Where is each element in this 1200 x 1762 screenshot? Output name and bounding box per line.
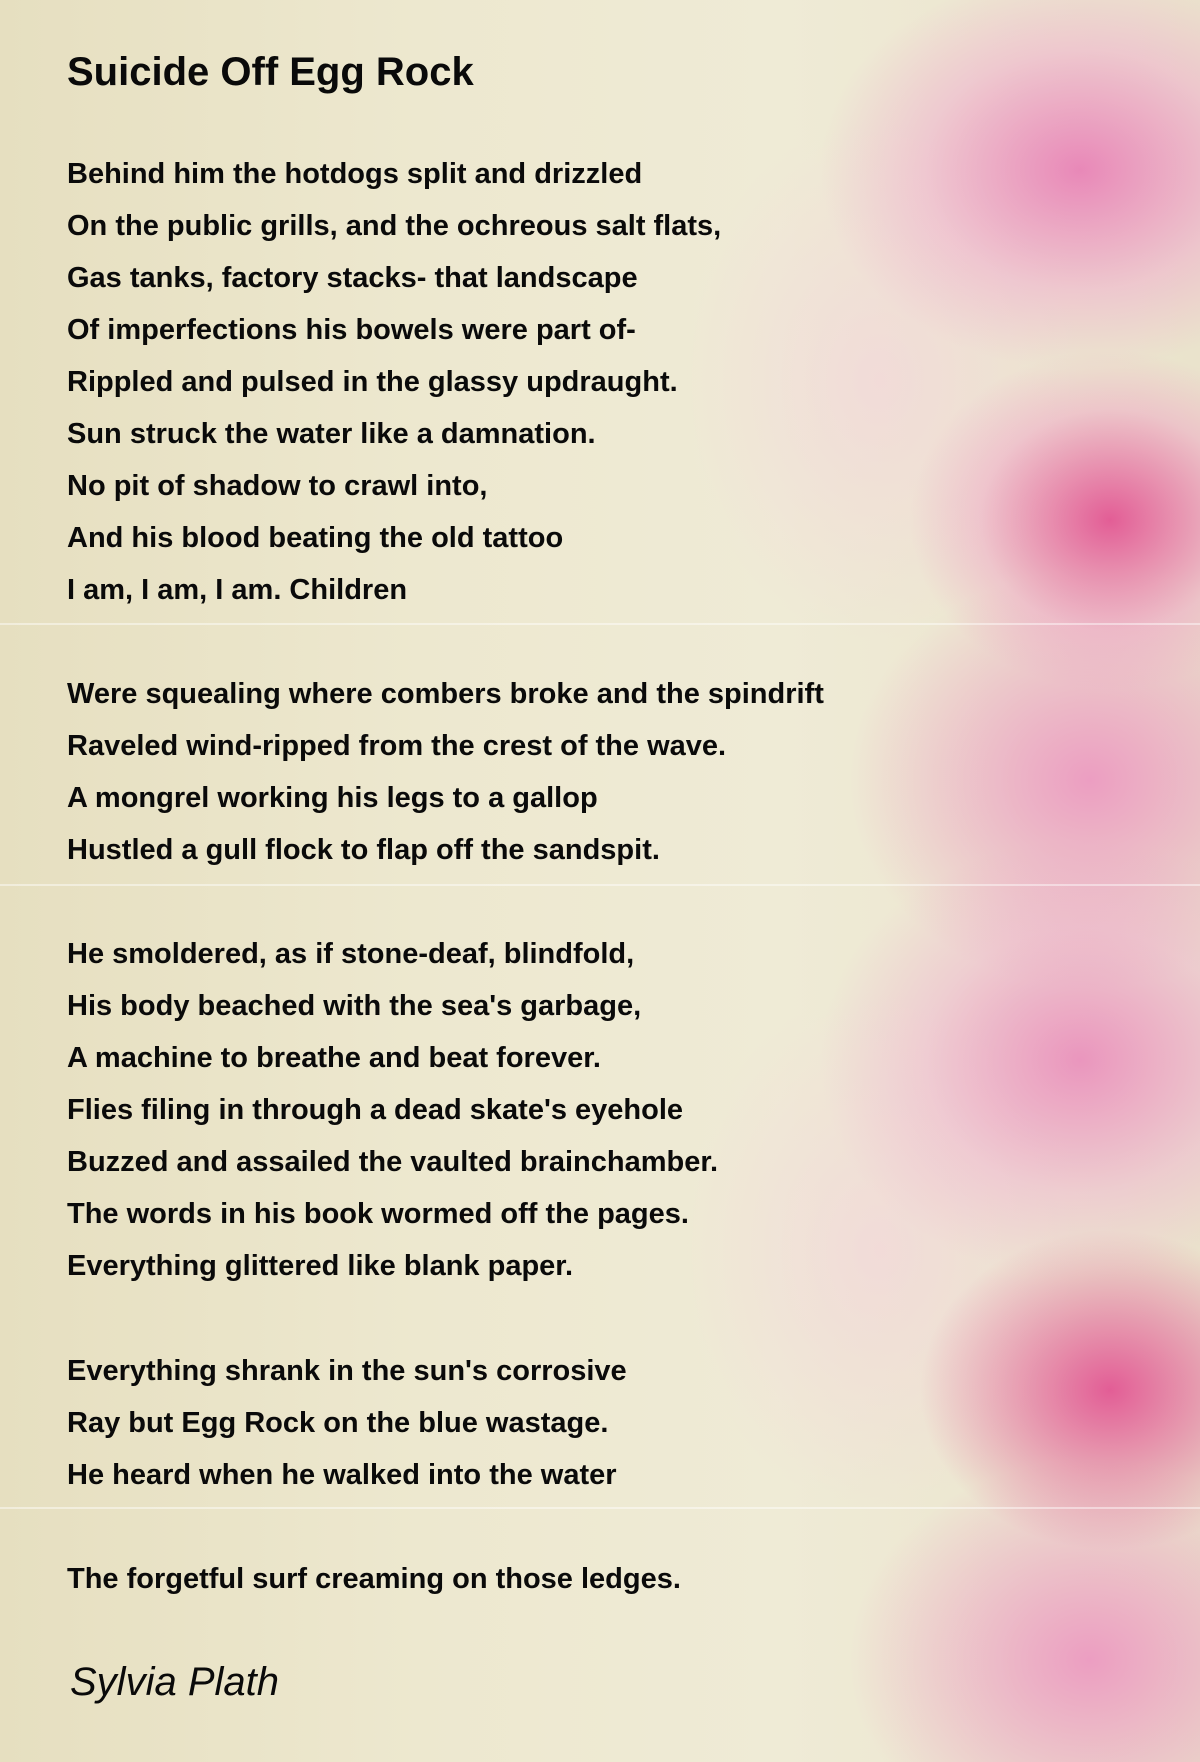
poem-line: The forgetful surf creaming on those ledges. xyxy=(67,1563,681,1595)
poem-line: Everything glittered like blank paper. xyxy=(67,1250,574,1282)
poem-author: Sylvia Plath xyxy=(70,1660,279,1704)
poem-line: Of imperfections his bowels were part of- xyxy=(67,314,636,346)
poem-line: Gas tanks, factory stacks- that landscape xyxy=(67,262,638,294)
poem-line: Raveled wind-ripped from the crest of the wave. xyxy=(67,730,727,762)
poem-line: His body beached with the sea's garbage, xyxy=(67,990,642,1022)
poem-line: He heard when he walked into the water xyxy=(67,1459,617,1491)
poem-line: He smoldered, as if stone-deaf, blindfold, xyxy=(67,938,635,970)
poem-line: Ray but Egg Rock on the blue wastage. xyxy=(67,1407,609,1439)
stanza-1 xyxy=(67,148,721,616)
poem-line: Everything shrank in the sun's corrosive xyxy=(67,1355,627,1387)
poem-line: Behind him the hotdogs split and drizzled xyxy=(67,158,643,190)
poem-line: The words in his book wormed off the pages. xyxy=(67,1198,689,1230)
poem-line: Buzzed and assailed the vaulted brainchamber. xyxy=(67,1146,719,1178)
poem-line: And his blood beating the old tattoo xyxy=(67,522,564,554)
background-seam xyxy=(0,884,1200,886)
poem-line: I am, I am, I am. Children xyxy=(67,574,408,606)
stanza-2 xyxy=(67,668,824,876)
poem-line: Were squealing where combers broke and the spindrift xyxy=(67,678,824,710)
poem-line: Flies filing in through a dead skate's eyehole xyxy=(67,1094,684,1126)
poem-line: Rippled and pulsed in the glassy updraught. xyxy=(67,366,678,398)
poem-line: Hustled a gull flock to flap off the sandspit. xyxy=(67,834,660,866)
poem-line: No pit of shadow to crawl into, xyxy=(67,470,488,502)
poem-line: Sun struck the water like a damnation. xyxy=(67,418,596,450)
background-seam xyxy=(0,623,1200,625)
stanza-4 xyxy=(67,1345,627,1501)
poem-line: A mongrel working his legs to a gallop xyxy=(67,782,598,814)
poem-title: Suicide Off Egg Rock xyxy=(67,50,474,94)
background-seam xyxy=(0,1507,1200,1509)
poem-line: On the public grills, and the ochreous salt flats, xyxy=(67,210,722,242)
stanza-3 xyxy=(67,928,718,1292)
stanza-5 xyxy=(67,1553,681,1605)
poem-line: A machine to breathe and beat forever. xyxy=(67,1042,601,1074)
